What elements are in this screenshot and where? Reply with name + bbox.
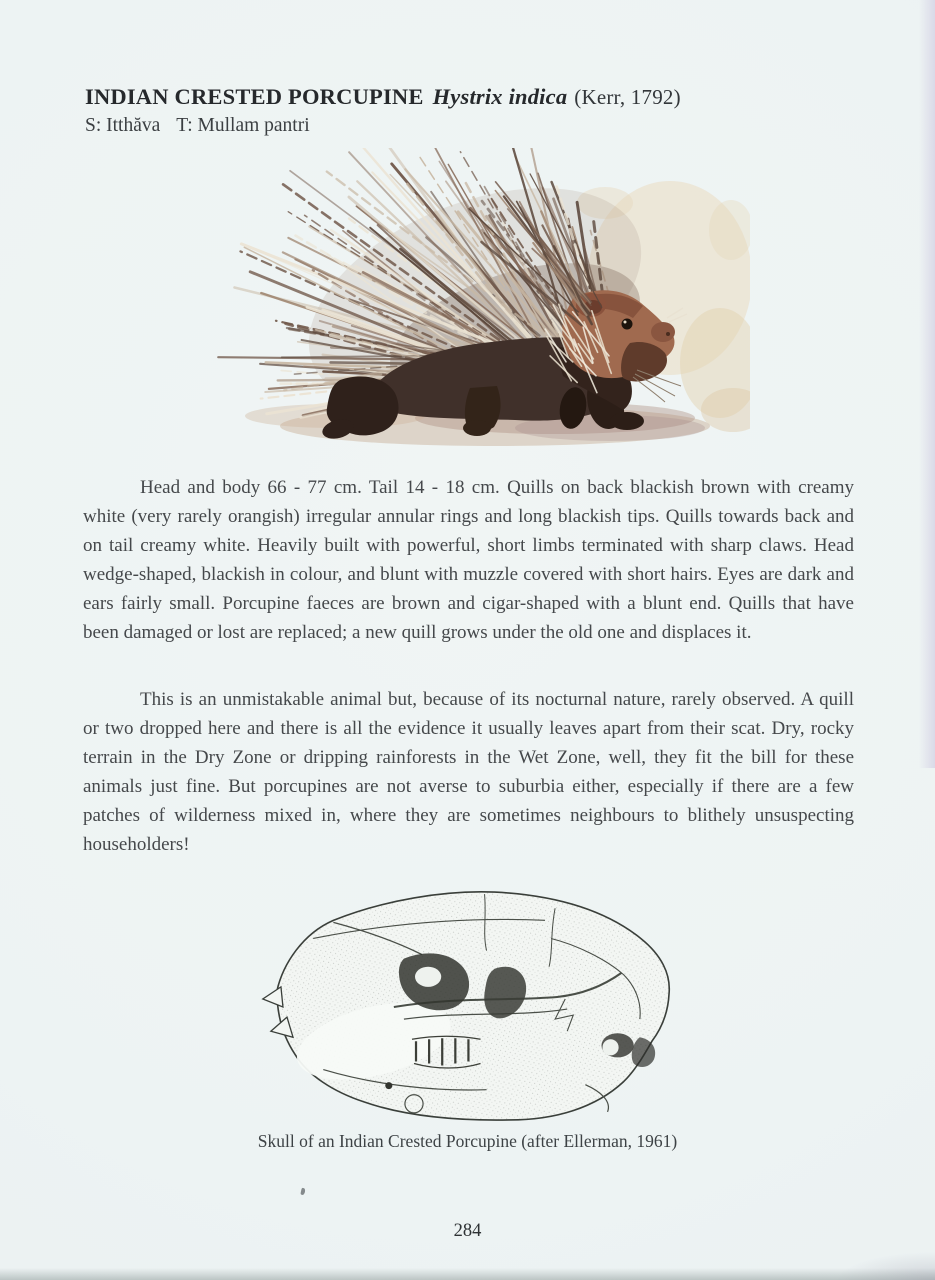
skull-outline	[263, 892, 669, 1120]
skull-illustration	[252, 878, 702, 1130]
page-edge-bottom	[0, 1268, 935, 1280]
tamil-name: T: Mullam pantri	[176, 115, 310, 136]
upper-incisor	[263, 987, 283, 1007]
species-common-name: INDIAN CRESTED PORCUPINE	[85, 84, 424, 109]
porcupine-svg	[175, 148, 750, 458]
sinhala-name: S: Itthăva	[85, 115, 161, 136]
skull-svg	[252, 878, 702, 1130]
eye	[622, 319, 633, 330]
species-scientific-name: Hystrix indica	[432, 84, 568, 109]
species-header	[85, 84, 865, 137]
nostril	[666, 332, 670, 336]
print-speck	[300, 1188, 305, 1196]
skull-caption: Skull of an Indian Crested Porcupine (after Ellerman, 1961)	[257, 1131, 678, 1151]
front-paw	[610, 412, 644, 430]
page-edge-corner	[795, 1240, 935, 1280]
description-paragraph: Head and body 66 - 77 cm. Tail 14 - 18 cm. Quills on back blackish brown with creamy white (very rarely orangish) irregular annular rings and long blackish tips. Quills towards back and on tail creamy white. Heavily built with powerful, short limbs terminated with sharp claws. Head wedge-shaped, blackish in colour, and blunt with muzzle covered with short hairs. Eyes are dark and ears fairly small. Porcupine faeces are brown and cigar-shaped with a blunt end. Quills that have been damaged or lost are replaced; a new quill grows under the old one and displaces it.	[83, 477, 854, 643]
page-number: 284	[453, 1221, 482, 1241]
nose	[651, 322, 675, 342]
page-edge-right	[919, 0, 935, 768]
porcupine-illustration	[175, 148, 750, 458]
mid-paw	[463, 420, 491, 436]
orbit-highlight	[415, 967, 441, 987]
bulla-highlight	[602, 1039, 618, 1055]
vernacular-names	[85, 115, 865, 137]
habits-paragraph: This is an unmistakable animal but, because of its nocturnal nature, rarely observed. A quill or two dropped here and there is all the evidence it usually leaves apart from their scat. Dry, rocky terrain in the Dry Zone or dripping rainforests in the Wet Zone, well, they fit the bill for these animals just fine. But porcupines are not averse to suburbia either, especially if there are a few patches of wilderness mixed in, where they are sometimes neighbours to blithely unsuspecting householders!	[83, 689, 854, 855]
species-title	[85, 84, 865, 110]
species-authority: (Kerr, 1792)	[574, 85, 681, 109]
eye-glint	[624, 321, 627, 324]
